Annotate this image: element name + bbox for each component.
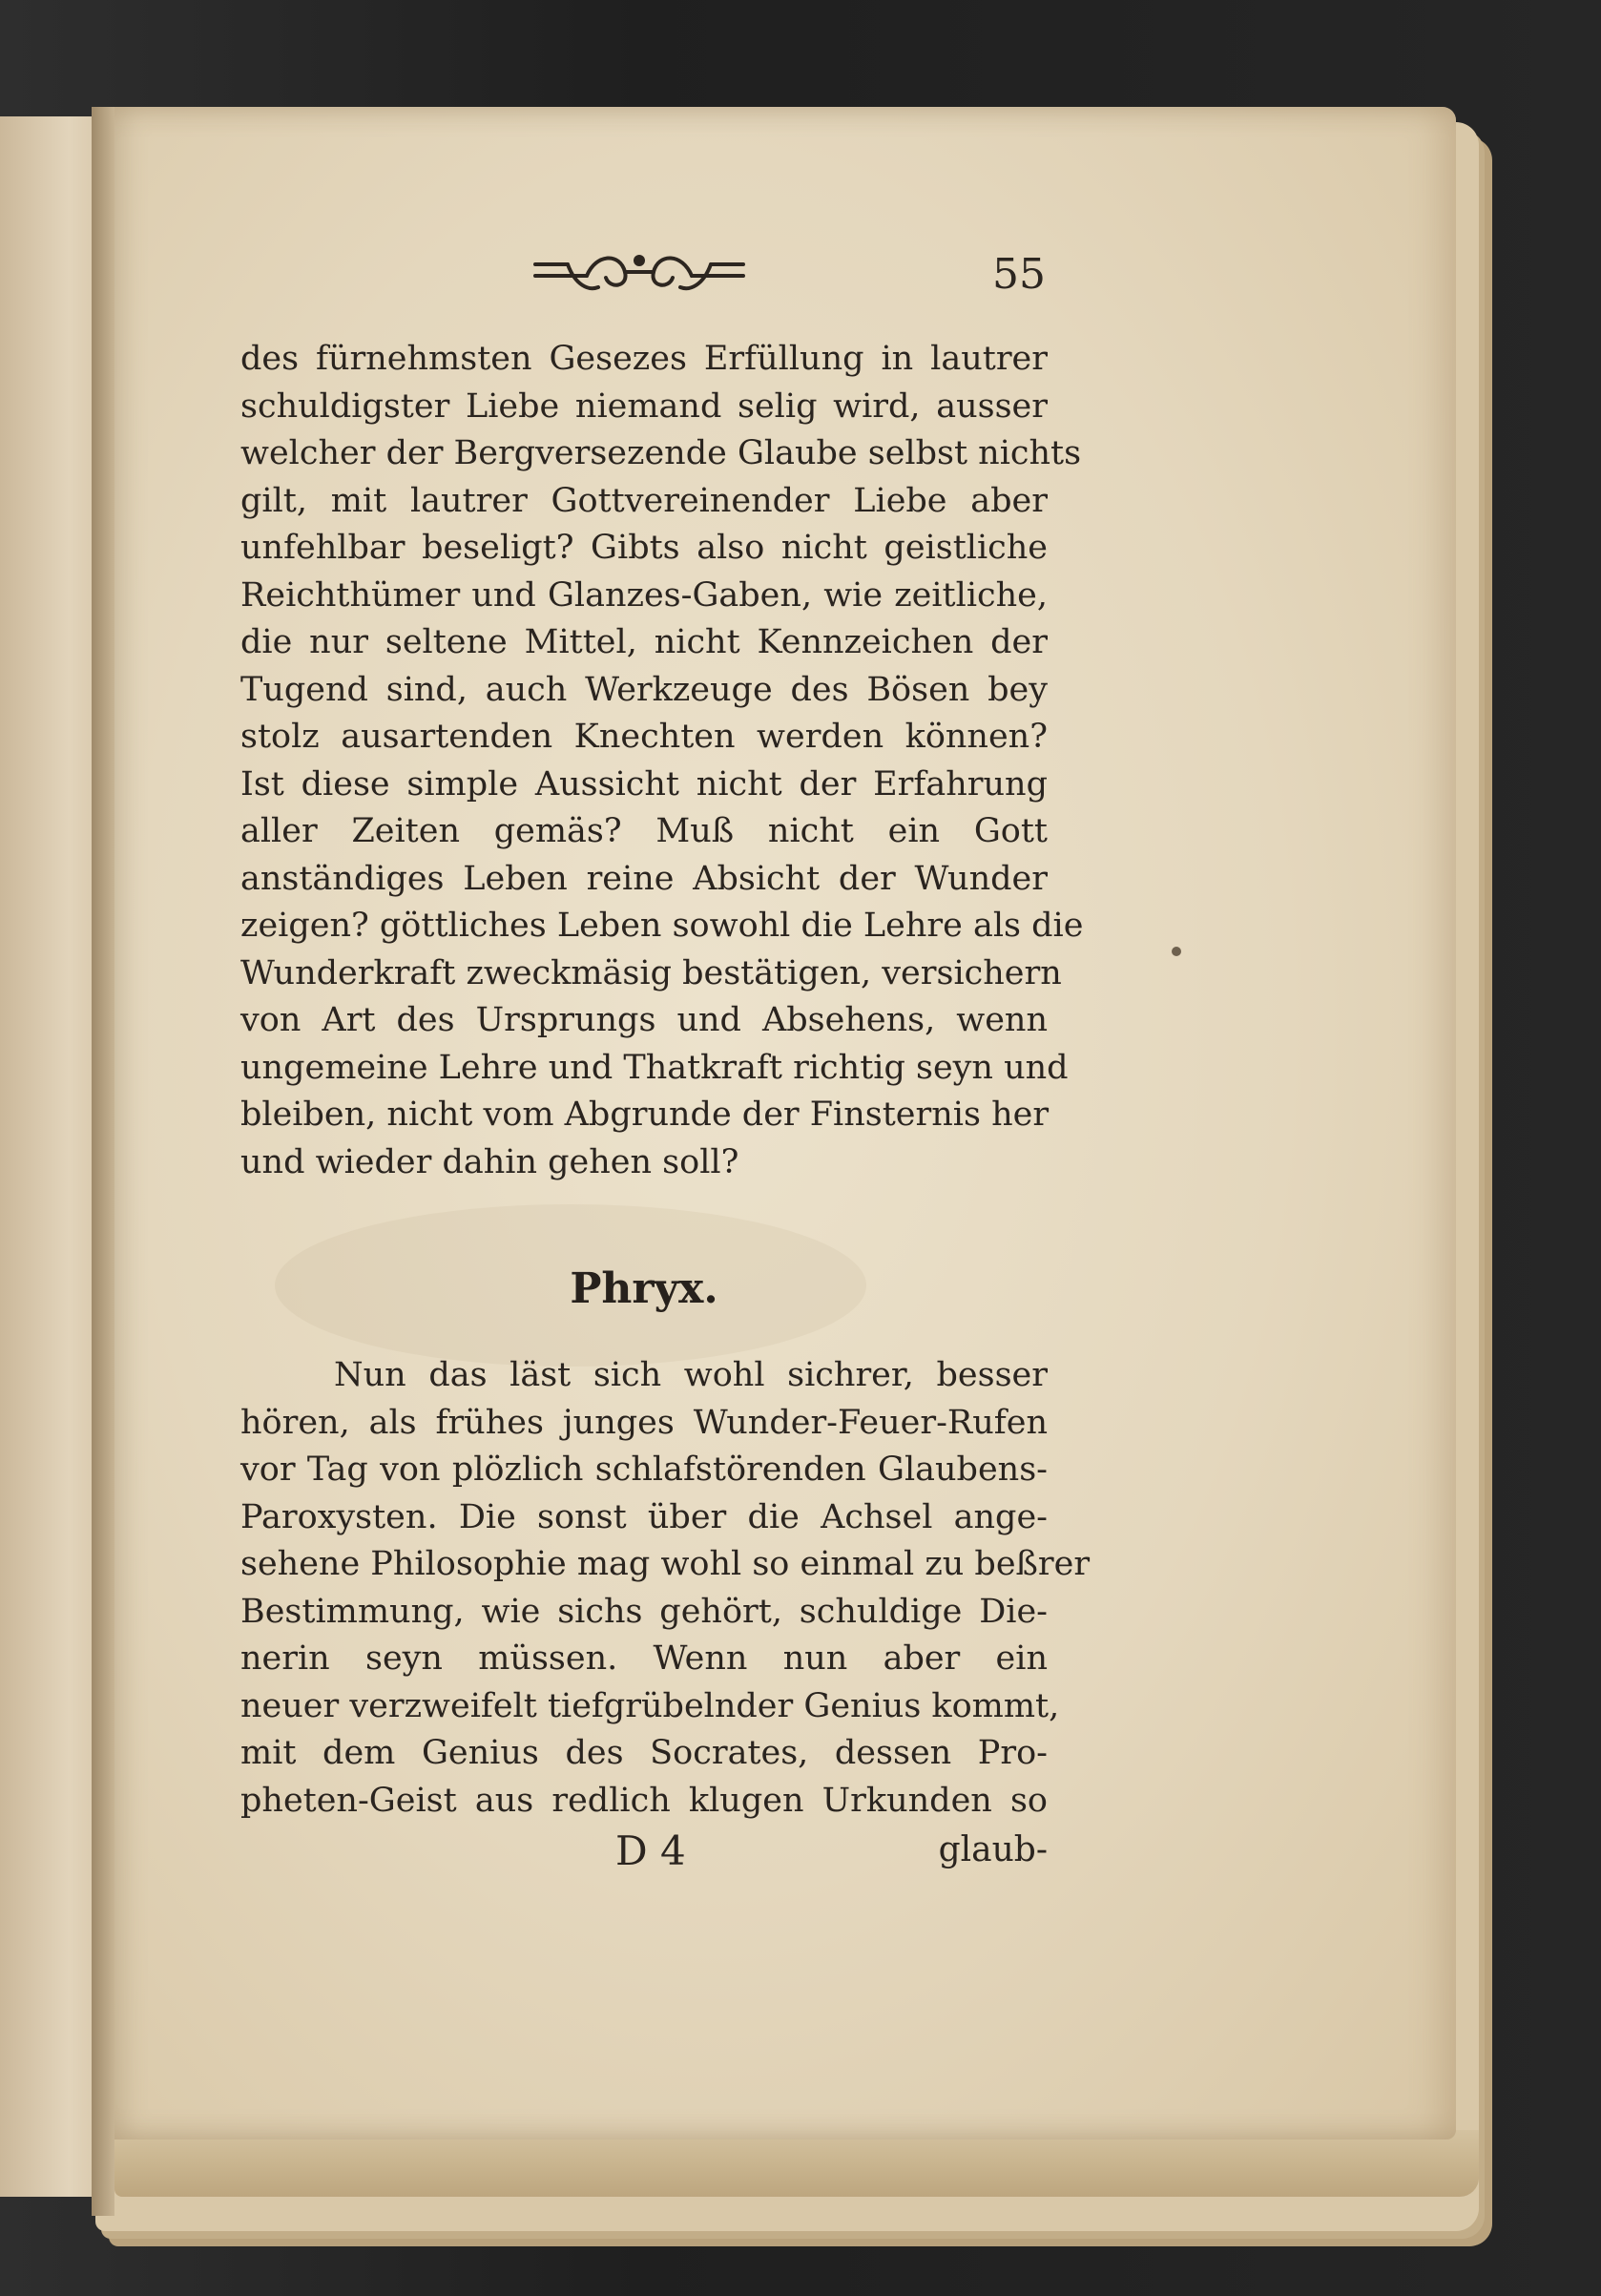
- signature-mark: D 4: [615, 1827, 686, 1874]
- text-line: Nun das läst sich wohl sichrer, besser: [334, 1356, 1048, 1394]
- ink-dot: [1172, 947, 1181, 956]
- text-line: aller Zeiten gemäs? Muß nicht ein Gott: [240, 812, 1048, 850]
- text-line: sehene Philosophie mag wohl so einmal zu beßrer: [240, 1545, 1091, 1583]
- printer-ornament-icon: [530, 243, 749, 299]
- text-line: Bestimmung, wie sichs gehört, schuldige Die-: [240, 1592, 1048, 1631]
- paragraph-2: [240, 1352, 1091, 1825]
- book-gutter: [92, 107, 114, 2216]
- text-line: anständiges Leben reine Absicht der Wunder: [240, 859, 1048, 898]
- text-line: welcher der Bergversezende Glaube selbst nichts: [240, 434, 1082, 472]
- page-number: 55: [992, 250, 1046, 299]
- text-line: stolz ausartenden Knechten werden können?: [240, 718, 1048, 756]
- text-line: nerin seyn müssen. Wenn nun aber ein: [240, 1639, 1048, 1678]
- text-line: und wieder dahin gehen soll?: [240, 1142, 739, 1181]
- text-line: bleiben, nicht vom Abgrunde der Finsternis her: [240, 1096, 1050, 1134]
- page-bottom-edges: [114, 2130, 1479, 2197]
- text-line: Reichthümer und Glanzes-Gaben, wie zeitliche,: [240, 575, 1048, 615]
- text-line: hören, als frühes junges Wunder-Feuer-Rufen: [240, 1403, 1048, 1442]
- text-line: pheten-Geist aus redlich klugen Urkunden so: [240, 1781, 1048, 1820]
- text-line: unfehlbar beseligt? Gibts also nicht geistliche: [240, 529, 1048, 567]
- text-line: Wunderkraft zweckmäsig bestätigen, versichern: [240, 953, 1062, 992]
- text-line: Paroxysten. Die sonst über die Achsel ange-: [240, 1497, 1048, 1536]
- text-line: zeigen? göttliches Leben sowohl die Lehre als die: [240, 907, 1084, 945]
- catchword: glaub-: [938, 1830, 1048, 1869]
- text-line: ungemeine Lehre und Thatkraft richtig seyn und: [240, 1048, 1069, 1087]
- text-line: mit dem Genius des Socrates, dessen Pro-: [240, 1734, 1048, 1772]
- speaker-heading: Phryx.: [570, 1264, 718, 1313]
- text-line: von Art des Ursprungs und Absehens, wenn: [240, 1001, 1048, 1039]
- text-line: die nur seltene Mittel, nicht Kennzeichen der: [240, 623, 1048, 661]
- text-line: Tugend sind, auch Werkzeuge des Bösen bey: [240, 670, 1048, 709]
- paragraph-1: [240, 336, 1084, 1186]
- text-line: schuldigster Liebe niemand selig wird, ausser: [240, 386, 1048, 426]
- text-line: Ist diese simple Aussicht nicht der Erfahrung: [240, 764, 1048, 804]
- text-line: gilt, mit lautrer Gottvereinender Liebe aber: [240, 481, 1048, 520]
- text-line: vor Tag von plözlich schlafstörenden Glaubens-: [240, 1451, 1048, 1489]
- text-line: des fürnehmsten Gesezes Erfüllung in lautrer: [240, 340, 1048, 378]
- text-line: neuer verzweifelt tiefgrübelnder Genius kommt,: [240, 1686, 1060, 1725]
